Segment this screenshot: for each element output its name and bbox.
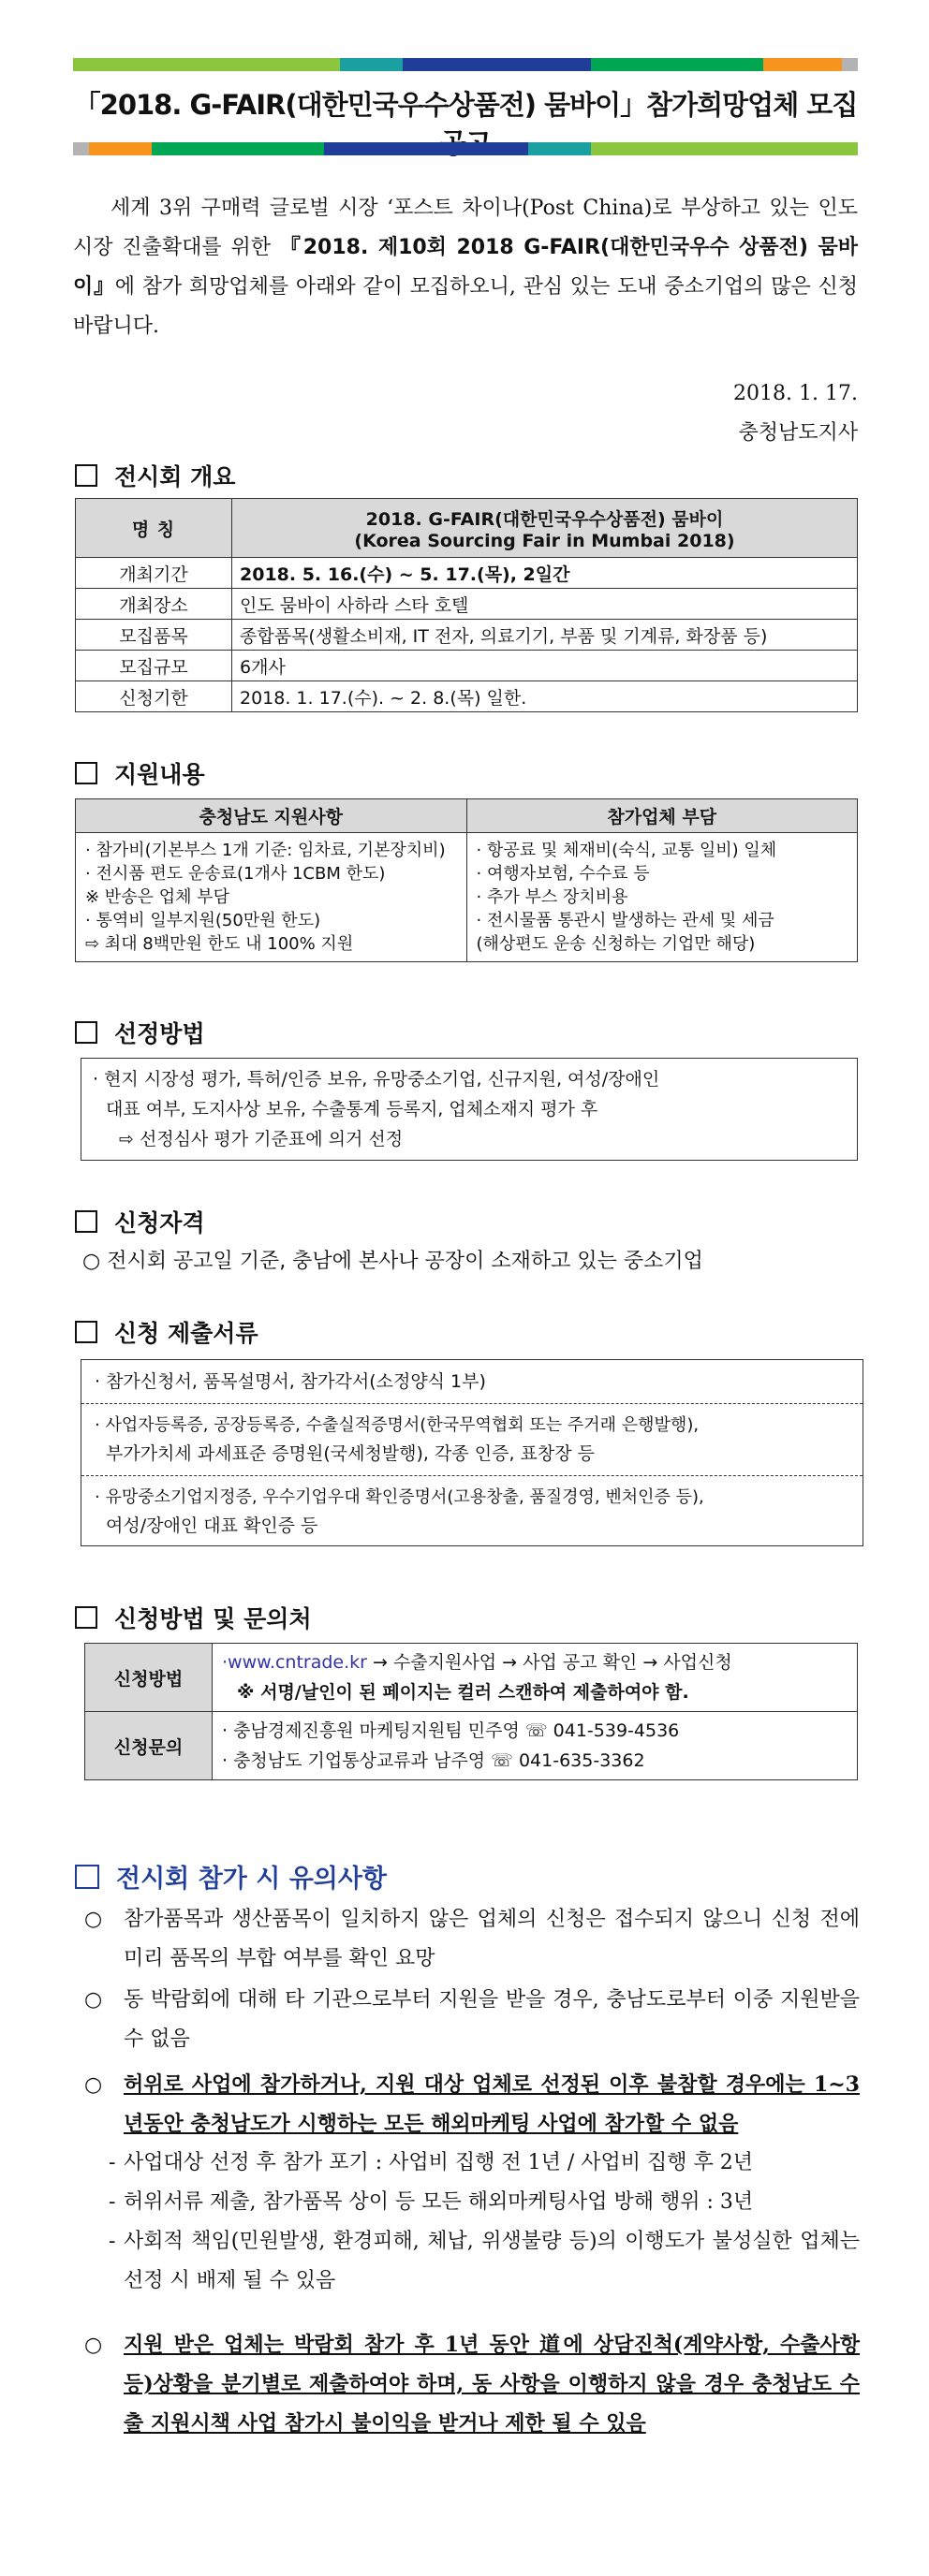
note-item: ○ 동 박람회에 대해 타 기관으로부터 지원을 받을 경우, 충남도로부터 이중 지원받을 수 없음: [75, 1981, 860, 2059]
checkbox-square-icon: [75, 1865, 99, 1889]
section-support-heading: 지원내용: [75, 756, 205, 790]
dash-bullet-icon: -: [109, 2190, 116, 2214]
note-sub-item: - 사회적 책임(민원발생, 환경피해, 체납, 위생불량 등)의 이행도가 불성실한 업체는 선정 시 배제 될 수 있음: [75, 2222, 860, 2301]
overview-row: 모집규모 6개사: [76, 651, 858, 681]
circle-bullet-icon: ○: [84, 1988, 103, 2012]
intro-text-2: 에 참가 희망업체를 아래와 같이 모집하오니, 관심 있는 도내 중소기업의 많은 신청 바랍니다.: [73, 275, 858, 338]
checkbox-square-icon: [75, 762, 97, 784]
note-sub-item: - 사업대상 선정 후 참가 포기 : 사업비 집행 전 1년 / 사업비 집행 후 2년: [75, 2144, 860, 2183]
support-right-cell: · 항공료 및 체재비(숙식, 교통 일비) 일체 · 여행자보험, 수수료 등 · 추가 부스 장치비용 · 전시물품 통관시 발생하는 관세 및 세금 (해상편도 운송 신청하는 기업만 해당): [466, 833, 858, 962]
intro-text-1: 세계 3위 구매력 글로벌 시장 ‘포스트 차이나(Post China)로 부상하고 있는 인도 시장 진출확대를 위한: [73, 197, 858, 259]
cntrade-link[interactable]: ·www.cntrade.kr: [222, 1652, 367, 1673]
method-cell: ·www.cntrade.kr → 수출지원사업 → 사업 공고 확인 → 사업신청 ※ 서명/날인이 된 페이지는 컬러 스캔하여 제출하여야 함.: [213, 1644, 858, 1712]
circle-bullet-icon: ○: [84, 2072, 103, 2097]
checkbox-square-icon: [75, 1321, 97, 1343]
issue-date: 2018. 1. 17.: [733, 382, 858, 405]
section-documents-heading: 신청 제출서류: [75, 1315, 258, 1349]
section-eligibility-heading: 신청자격: [75, 1205, 205, 1238]
documents-group: · 유망중소기업지정증, 우수기업우대 확인증명서(고용창출, 품질경영, 벤처인증 등), 여성/장애인 대표 확인증 등: [81, 1475, 863, 1547]
selection-box: · 현지 시장성 평가, 특허/인증 보유, 유망중소기업, 신규지원, 여성/장애인 대표 여부, 도지사상 보유, 수출통계 등록지, 업체소재지 평가 후 ⇨ 선정심사 평가 기준표에 의거 선정: [81, 1058, 858, 1161]
issue-block: [733, 374, 858, 453]
support-left-cell: · 참가비(기본부스 1개 기준: 임차료, 기본장치비) · 전시품 편도 운송료(1개사 1CBM 한도) ※ 반송은 업체 부담 · 통역비 일부지원(50만원 한도) ⇨ 최대 8백만원 한도 내 100% 지원: [76, 833, 467, 962]
checkbox-square-icon: [75, 464, 97, 487]
intro-event-name: 『2018. 제10회 2018 G-FAIR(대한민국우수 상품전) 뭄바이』: [73, 236, 858, 299]
overview-name-value: 2018. G-FAIR(대한민국우수상품전) 뭄바이 (Korea Sourcing Fair in Mumbai 2018): [232, 499, 858, 558]
eligibility-text: ○ 전시회 공고일 기준, 충남에 본사나 공장이 소재하고 있는 중소기업: [82, 1250, 703, 1273]
method-label: 신청방법: [85, 1644, 213, 1712]
section-overview-heading: 전시회 개요: [75, 459, 235, 492]
intro-paragraph: [73, 189, 858, 346]
overview-row: 모집품목 종합품목(생활소비재, IT 전자, 의료기기, 부품 및 기계류, 화장품 등): [76, 620, 858, 651]
overview-name-label: 명 칭: [76, 499, 232, 558]
overview-row: 개최장소 인도 뭄바이 사하라 스타 호텔: [76, 589, 858, 620]
overview-row: 개최기간 2018. 5. 16.(수) ~ 5. 17.(목), 2일간: [76, 558, 858, 589]
overview-table: [75, 498, 858, 712]
section-contact-heading: 신청방법 및 문의처: [75, 1601, 312, 1634]
inquiry-label: 신청문의: [85, 1712, 213, 1780]
note-item-warning: ○ 허위로 사업에 참가하거나, 지원 대상 업체로 선정된 이후 불참할 경우에는 1~3년동안 충청남도가 시행하는 모든 해외마케팅 사업에 참가할 수 없음: [75, 2065, 860, 2144]
dash-bullet-icon: -: [109, 2151, 116, 2174]
circle-bullet-icon: ○: [84, 2333, 103, 2357]
support-left-header: 충청남도 지원사항: [76, 799, 467, 833]
contact-table: [84, 1643, 858, 1780]
note-item: ○ 참가품목과 생산품목이 일치하지 않은 업체의 신청은 접수되지 않으니 신청 전에 미리 품목의 부합 여부를 확인 요망: [75, 1900, 860, 1979]
section-selection-heading: 선정방법: [75, 1016, 205, 1049]
documents-group: · 참가신청서, 품목설명서, 참가각서(소정양식 1부): [95, 1371, 486, 1392]
top-color-bar: [73, 58, 858, 71]
checkbox-square-icon: [75, 1210, 97, 1233]
circle-bullet-icon: ○: [84, 1908, 103, 1931]
inquiry-cell: · 충남경제진흥원 마케팅지원팀 민주영 ☏ 041-539-4536 · 충청남도 기업통상교류과 남주영 ☏ 041-635-3362: [213, 1712, 858, 1780]
dash-bullet-icon: -: [109, 2230, 116, 2253]
issuer-name: 충청남도지사: [738, 421, 858, 445]
support-table: [75, 798, 858, 962]
checkbox-square-icon: [75, 1606, 97, 1629]
note-item-warning: ○ 지원 받은 업체는 박람회 참가 후 1년 동안 道에 상담진척(계약사항, 수출사항 등)상황을 분기별로 제출하여야 하며, 동 사항을 이행하지 않을 경우 충청남도 수출 지원시책 사업 참가시 불이익을 받거나 제한 될 수 있음: [75, 2325, 860, 2443]
documents-group: · 사업자등록증, 공장등록증, 수출실적증명서(한국무역협회 또는 주거래 은행발행), 부가가치세 과세표준 증명원(국세청발행), 각종 인증, 표창장 등: [81, 1403, 863, 1475]
title-underline-bar: [73, 142, 858, 155]
section-notes-heading: 전시회 참가 시 유의사항: [75, 1858, 387, 1895]
documents-box: [81, 1359, 863, 1546]
checkbox-square-icon: [75, 1021, 97, 1044]
page-title: 「2018. G-FAIR(대한민국우수상품전) 뭄바이」참가희망업체 모집: [73, 89, 858, 121]
overview-row: 신청기한 2018. 1. 17.(수). ~ 2. 8.(목) 일한.: [76, 681, 858, 712]
note-sub-item: - 허위서류 제출, 참가품목 상이 등 모든 해외마케팅사업 방해 행위 : 3년: [75, 2183, 860, 2222]
support-right-header: 참가업체 부담: [466, 799, 858, 833]
notes-list: [75, 1900, 860, 2443]
